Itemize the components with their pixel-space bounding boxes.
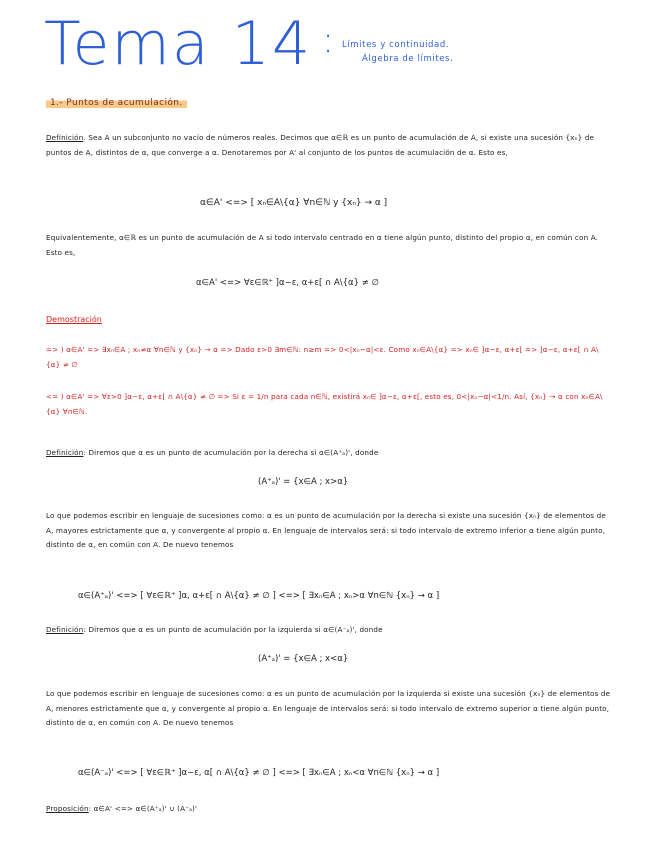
- page-title: Tema 14 :: [44, 9, 337, 79]
- definition-label: Definición: [46, 625, 84, 634]
- formula-interval: α∈A' <=> ∀ε∈ℝ⁺ ]α−ε, α+ε[ ∩ A\{α} ≠ ∅: [196, 278, 379, 288]
- definition-3: Definición: Diremos que α es un punto de acumulación por la izquierda si α∈(A⁻ₐ)', donde: [46, 625, 383, 634]
- equivalence-paragraph: Equivalentemente, α∈ℝ es un punto de acumulación de A si todo intervalo centrado en α tiene algún punto, distinto del propio α, en común con A. Esto es,: [46, 233, 599, 257]
- right-accumulation-paragraph: Lo que podemos escribir en lenguaje de sucesiones como: α es un punto de acumulación por la derecha si existe una sucesión {xₙ} de elementos de A, mayores estrictamente que α, y convergente al propio α. En lenguaje de intervalos será: si todo intervalo de extremo inferior α tiene algún punto, distinto de α, en común con A. De nuevo tenemos: [46, 511, 606, 549]
- definition-label: Definición: [46, 133, 84, 142]
- definition-1: Definición. Sea A un subconjunto no vacío de números reales. Decimos que α∈ℝ es un punto de acumulación de A, si existe una sucesión {xₙ} de puntos de A, distintos de α, que converge a α. Denotaremos por A' al conjunto de los puntos de acumulación de α. Esto es,: [46, 133, 595, 157]
- page-subtitle: [342, 38, 453, 66]
- subtitle-line-2: Álgebra de límites.: [362, 54, 454, 64]
- demo-title: Demostración: [46, 315, 102, 324]
- demo-backward: <= ) α∈A' => ∀ε>0 ]α−ε, α+ε[ ∩ A\{α} ≠ ∅ => Si ε = 1/n para cada n∈ℕ, existirá xₙ∈ ]α−ε, α+ε[, esto es, 0<|xₙ−α|<1/n. Así, {xₙ} → α con xₙ∈A\{α} ∀n∈ℕ.: [46, 392, 603, 416]
- demo-forward: => ) α∈A' => ∃xₙ∈A ; xₙ≠α ∀n∈ℕ y {xₙ} → α => Dado ε>0 ∃m∈ℕ: n≥m => 0<|xₙ−α|<ε. Como xₙ∈A\{α} => xₙ∈ ]α−ε, α+ε[ => ]α−ε, α+ε[ ∩ A\{α} ≠ ∅: [46, 345, 599, 369]
- formula-left-set: (A⁺ₐ)' = {x∈A ; x<α}: [258, 654, 349, 664]
- section-heading: 1.- Puntos de acumulación.: [46, 97, 187, 109]
- formula-left-equivalence: α∈(A⁻ₐ)' <=> [ ∀ε∈ℝ⁺ ]α−ε, α[ ∩ A\{α} ≠ ∅ ] <=> [ ∃xₙ∈A ; xₙ<α ∀n∈ℕ {xₙ} → α ]: [78, 768, 440, 778]
- subtitle-line-1: Límites y continuidad.: [342, 40, 450, 50]
- formula-accumulation: α∈A' <=> [ xₙ∈A\{α} ∀n∈ℕ y {xₙ} → α ]: [200, 198, 388, 208]
- definition-label: Definición: [46, 448, 84, 457]
- proposition-label: Proposición: [46, 804, 89, 813]
- formula-right-set: (A⁺ₐ)' = {x∈A ; x>α}: [258, 477, 349, 487]
- formula-right-equivalence: α∈(A⁺ₐ)' <=> [ ∀ε∈ℝ⁺ ]α, α+ε[ ∩ A\{α} ≠ ∅ ] <=> [ ∃xₙ∈A ; xₙ>α ∀n∈ℕ {xₙ} → α ]: [78, 591, 440, 601]
- left-accumulation-paragraph: Lo que podemos escribir en lenguaje de sucesiones como: α es un punto de acumulación por la izquierda si existe una sucesión {xₙ} de elementos de A, menores estrictamente que α, y convergente al propio α. En lenguaje de intervalos será: si todo intervalo de extremo superior α tiene algún punto, distinto de α, en común con A. De nuevo tenemos: [46, 689, 611, 727]
- definition-2: Definición: Diremos que α es un punto de acumulación por la derecha si α∈(A⁺ₐ)', donde: [46, 448, 379, 457]
- proposition: Proposición: α∈A' <=> α∈(A⁺ₐ)' ∪ (A⁻ₐ)': [46, 804, 198, 813]
